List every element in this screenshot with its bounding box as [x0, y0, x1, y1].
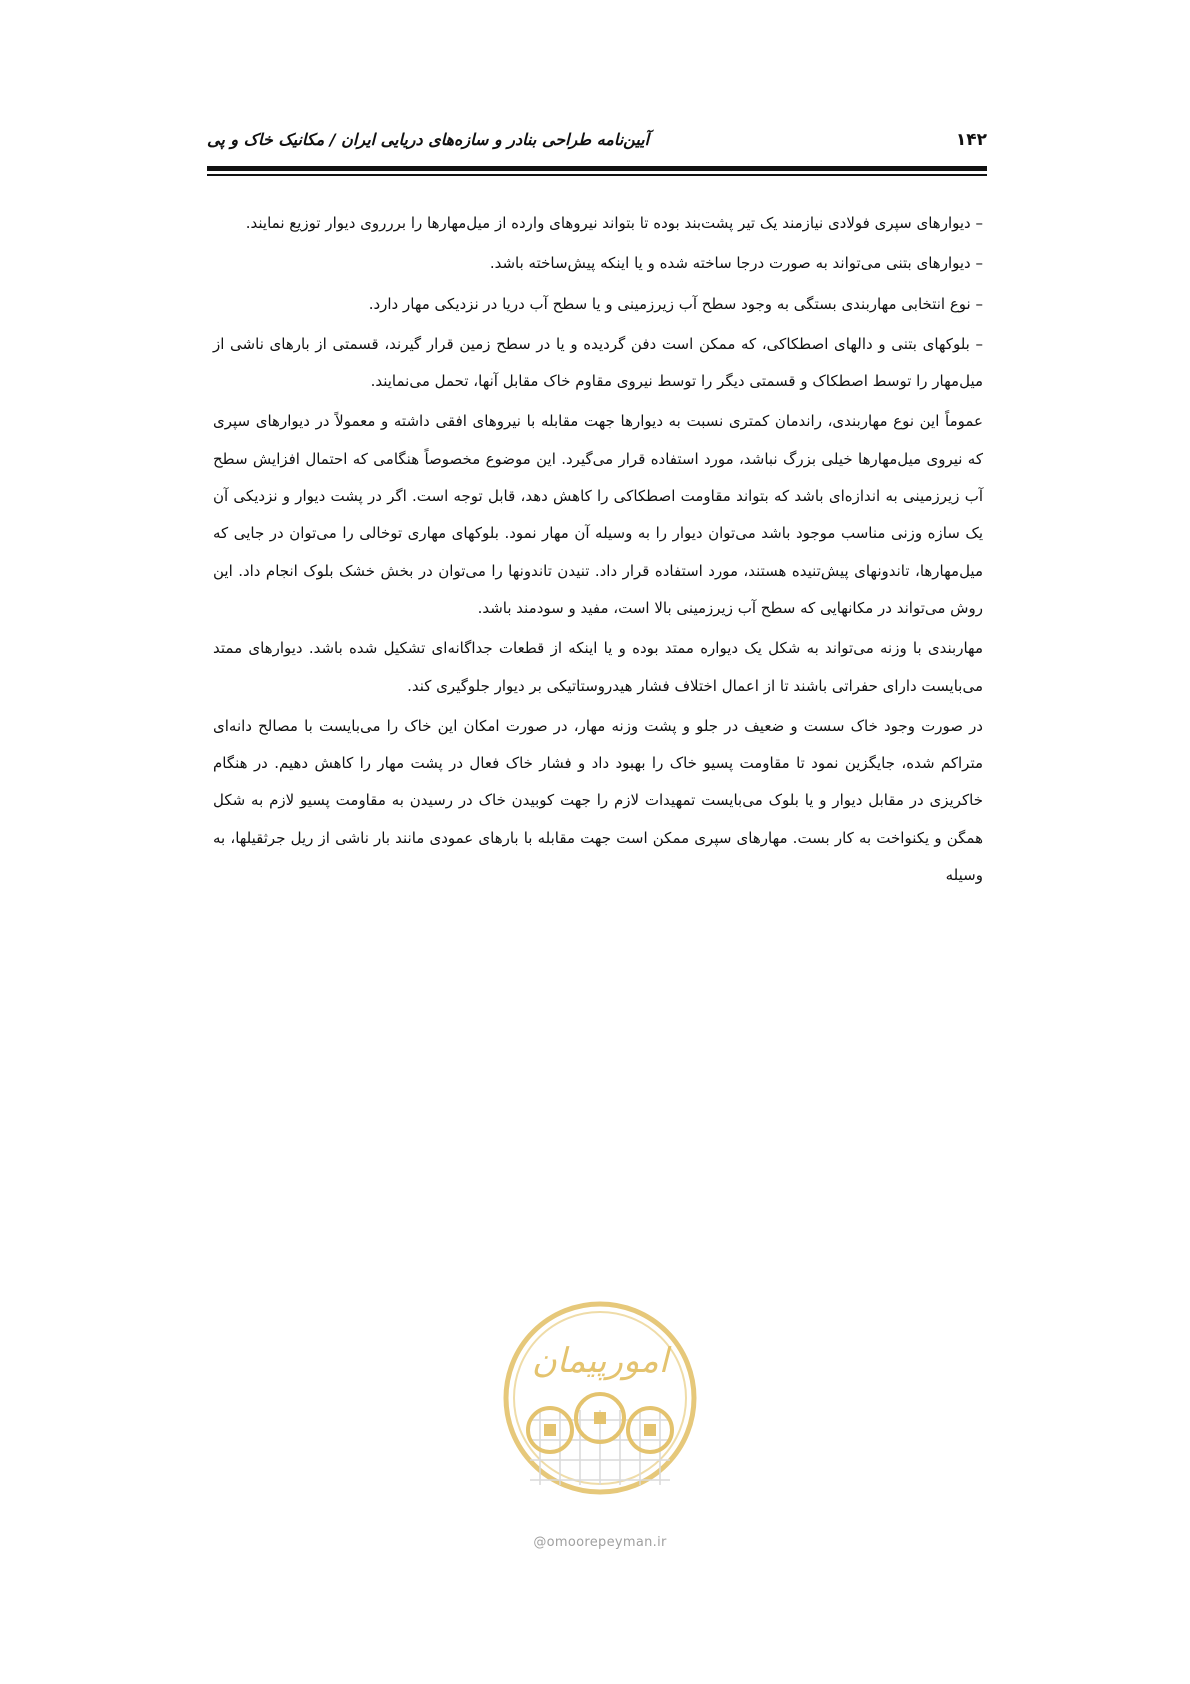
page-header [207, 130, 987, 158]
paragraph-weak-soil: در صورت وجود خاک سست و ضعیف در جلو و پشت وزنه مهار، در صورت امکان این خاک را می‌بایست با مصالح دانه‌ای متراکم شده، جایگزین نمود تا مقاومت پسیو خاک را بهبود داد و فشار خاک فعال در پشت مهار را کاهش دهیم. در هنگام خاکریزی در مقابل دیوار و یا بلوک می‌بایست تمهیدات لازم را جهت کوبیدن خاک در رسیدن به مقاومت پسیو لازم به شکل همگن و یکنواخت به کار بست. مهارهای سپری ممکن است جهت مقابله با بارهای عمودی مانند بار ناشی از ریل جرثقیلها، به وسیله [213, 716, 983, 885]
header-rule-thick [207, 166, 987, 171]
page-number: ۱۴۲ [955, 130, 987, 150]
header-rule-thin [207, 174, 987, 176]
paragraph-bullet-anchorage-type: – نوع انتخابی مهاربندی بستگی به وجود سطح آب زیرزمینی و یا سطح آب دریا در نزدیکی مهار دارد. [368, 294, 983, 313]
paragraph-bullet-concrete-blocks: – بلوکهای بتنی و دالهای اصطکاکی، که ممکن است دفن گردیده و یا در سطح زمین قرار گیرند، قسمتی از بارهای ناشی از میل‌مهار را توسط اصطکاک و قسمتی دیگر را توسط نیروی مقاوم خاک مقابل آنها، تحمل می‌نمایند. [213, 334, 983, 391]
body-text [213, 205, 983, 897]
paragraph-anchorage-efficiency: عموماً این نوع مهاربندی، راندمان کمتری نسبت به دیوارها جهت مقابله با نیروهای افقی داشته و معمولاً در دیوارهای سپری که نیروی میل‌مهارها خیلی بزرگ نباشد، مورد استفاده قرار می‌گیرد. این موضوع مخصوصاً هنگامی که احتمال افزایش سطح آب زیرزمینی به اندازه‌ای باشد که بتواند مقاومت اصطکاکی را کاهش دهد، قابل توجه است. اگر در پشت دیوار و نزدیکی آن یک سازه وزنی مناسب موجود باشد می‌توان دیوار را به وسیله آن مهار نمود. بلوکهای مهاری توخالی را می‌توان در جایی که میل‌مهارها، تاندونهای پیش‌تنیده هستند، مورد استفاده قرار داد. تنیدن تاندونها را می‌توان در بخش خشک بلوک انجام داد. این روش می‌تواند در مکانهایی که سطح آب زیرزمینی بالا است، مفید و سودمند باشد. [213, 412, 983, 617]
watermark-url: @omoorepeyman.ir [533, 1535, 667, 1550]
paragraph-bullet-steel-walls: – دیوارهای سپری فولادی نیازمند یک تیر پشت‌بند بوده تا بتواند نیروهای وارده از میل‌مهارها را بررروی دیوار توزیع نمایند. [245, 214, 983, 232]
watermark-logo-text: امورپیمان [531, 1341, 669, 1381]
paragraph-deadman-anchorage: مهاربندی با وزنه می‌تواند به شکل یک دیواره ممتد بوده و یا اینکه از قطعات جداگانه‌ای تشکیل شده باشد. دیوارهای ممتد می‌بایست دارای حفراتی باشند تا از اعمال اختلاف فشار هیدروستاتیکی بر دیوار جلوگیری کند. [213, 639, 983, 695]
running-title: آیین‌نامه طراحی بنادر و سازه‌های دریایی ایران / مکانیک خاک و پی [207, 130, 650, 149]
paragraph-bullet-concrete-walls: – دیوارهای بتنی می‌تواند به صورت درجا ساخته شده و یا اینکه پیش‌ساخته باشد. [489, 254, 983, 273]
watermark-logo [490, 1300, 710, 1500]
